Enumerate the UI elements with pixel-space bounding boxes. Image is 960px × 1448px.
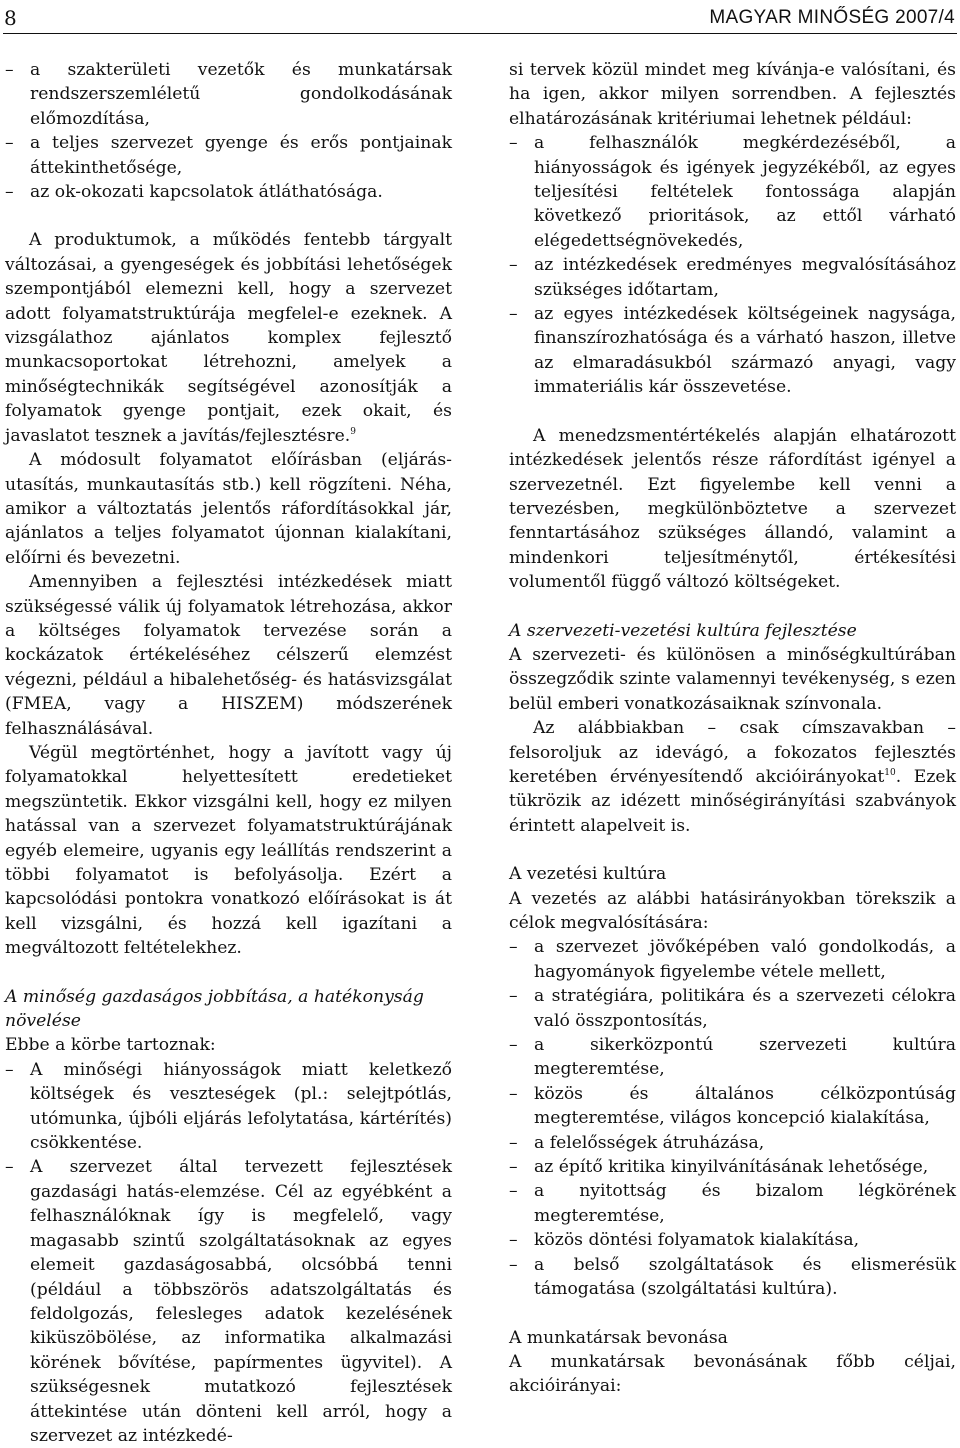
- paragraph: si tervek közül mindet meg kívánja-e valósítani, és ha igen, akkor milyen sorrendben. A fejlesztés elhatározásának kritériumai lehetnek például:: [509, 60, 956, 129]
- paragraph: [509, 716, 956, 838]
- section-heading: A szervezeti-vezetési kultúra fejlesztése: [509, 620, 857, 641]
- list-item: – a teljes szervezet gyenge és erős pontjainak áttekinthetősége,: [5, 131, 452, 180]
- list-item: – az egyes intézkedések költségeinek nagysága, finanszírozhatósága és a várható haszon, illetve az elmaradásukból származó anyagi, vagy immateriális kár összevetése.: [509, 302, 956, 400]
- dash-list: [509, 131, 956, 399]
- paragraph: A munkatársak bevonásának főbb céljai, akcióirányai:: [509, 1351, 956, 1397]
- list-item: – az ok-okozati kapcsolatok átláthatósága.: [5, 180, 452, 204]
- paragraph-text: . Ezek tükrözik az idézett minőségirányítási szabványok érintett alapelveit is.: [509, 766, 956, 836]
- paragraph: Ebbe a körbe tartoznak:: [5, 1035, 216, 1056]
- list-item: – a felhasználók megkérdezéséből, a hiányosságok és igények jegyzékéből, az egyes teljesítési feltételek fontossága alapján következő prioritások, az ettől várható elégedettségnövekedés,: [509, 131, 956, 253]
- right-column: [509, 58, 956, 1399]
- header-rule: [3, 33, 957, 34]
- list-item: – a belső szolgáltatások és elismerésük támogatása (szolgáltatási kultúra).: [509, 1253, 956, 1302]
- list-item: – a szervezet jövőképében való gondolkodás, a hagyományok figyelembe vétele mellett,: [509, 935, 956, 984]
- dash-list: [509, 935, 956, 1301]
- subsection-heading: A munkatársak bevonása: [509, 1327, 728, 1348]
- subsection-heading: A vezetési kultúra: [509, 864, 667, 885]
- page-number: 8: [4, 6, 17, 30]
- paragraph: Végül megtörténhet, hogy a javított vagy új folyamatokkal helyettesített eredetieket megszüntetik. Ekkor vizsgálni kell, hogy ez milyen hatással van a szervezet folyamatstruktúrájának egyéb elemeire, ugyanis egy leállítás rendszerint a többi folyamatot is befolyásolja. Ezért a kapcsolódási pontokra vonatkozó előírásokat is át kell vizsgálni, és hozzá kell igazítani a megváltozott feltételekhez.: [5, 742, 452, 959]
- paragraph-text: A produktumok, a működés fentebb tárgyalt változásai, a gyengeségek és jobbítási lehetőségek szempontjából elemezni kell, hogy a szervezet adott folyamatstruktúrája megfelel-e ezeknek. A vizsgálathoz ajánlatos komplex fejlesztő munkacsoportokat létrehozni, amelyek a minőségtechnikák segítségével azonosítják a folyamatok gyenge pontjait, ezek okait, és javaslatot tesznek a javítás/fejlesztésre.: [5, 230, 452, 446]
- list-item: – a felelősségek átruházása,: [509, 1131, 956, 1155]
- left-column: [5, 58, 452, 1448]
- paragraph: A vezetés az alábbi hatásirányokban törekszik a célok megvalósítására:: [509, 888, 956, 933]
- list-item: – a stratégiára, politikára és a szervezeti célokra való összpontosítás,: [509, 984, 956, 1033]
- list-item: – a sikerközpontú szervezeti kultúra megteremtése,: [509, 1033, 956, 1082]
- list-item: – közös döntési folyamatok kialakítása,: [509, 1228, 956, 1252]
- paragraph: A módosult folyamatot előírásban (eljárás-utasítás, munkautasítás stb.) kell rögzíteni. Néha, amikor a változtatás jelentős ráfordításokkal jár, ajánlatos a teljes folyamatot újonnan kialakítani, előírni és bevezetni.: [5, 450, 452, 568]
- footnote-ref: 9: [350, 426, 356, 437]
- paragraph: Amennyiben a fejlesztési intézkedések miatt szükségessé válik új folyamatok létrehozása, akkor a költséges folyamatok tervezése során a kockázatok értékeléséhez célszerű elemzést végezni, például a hibalehetőség- és hatásvizsgálat (FMEA, vagy a HISZEM) módszerének felhasználásával.: [5, 572, 452, 739]
- paragraph: A menedzsmentértékelés alapján elhatározott intézkedések jelentős része ráfordítást igényel a szervezetnél. Ezt figyelembe kell venni a tervezésben, megkülönböztetve a szervezet fenntartásához szükséges állandó, valamint a mindenkori teljesítménytől, értékesítési volumentől függő változó költségeket.: [509, 425, 956, 593]
- list-item: – közös és általános célközpontúság megteremtése, világos koncepció kialakítása,: [509, 1082, 956, 1131]
- list-item: – az építő kritika kinyilvánításának lehetősége,: [509, 1155, 956, 1179]
- dash-list: [5, 1058, 452, 1448]
- list-item: – a szakterületi vezetők és munkatársak rendszerszemléletű gondolkodásának előmozdítása,: [5, 58, 452, 131]
- dash-list: [5, 58, 452, 204]
- list-item: – az intézkedések eredményes megvalósításához szükséges időtartam,: [509, 253, 956, 302]
- list-item: – A szervezet által tervezett fejlesztések gazdasági hatás-elemzése. Cél az egyébként a felhasználóknak így is megfelelő, vagy magasabb szintű szolgáltatásoknak az egyes elemeit gazdaságosabbá, olcsóbbá tenni (például a többszörös adatszolgáltatás és feldolgozás, felesleges adatok kezelésének kiküszöbölése, az informatika alkalmazási körének bővítése, papírmentes ügyvitel). A szükségesnek mutatkozó fejlesztések áttekintése után dönteni kell arról, hogy a szervezet az intézkedé-: [5, 1155, 452, 1448]
- paragraph-text: Az alábbiakban – csak címszavakban – felsoroljuk az idevágó, a fokozatos fejlesztés keretében érvényesítendő akcióirányokat: [509, 718, 956, 787]
- list-item: – A minőségi hiányosságok miatt keletkező költségek és veszteségek (pl.: selejtpótlás, utómunka, újbóli eljárás lefolytatása, kártérítés) csökkentése.: [5, 1058, 452, 1156]
- journal-header: MAGYAR MINŐSÉG 2007/4: [709, 7, 955, 28]
- section-heading: A minőség gazdaságos jobbítása, a hatékonyság növelése: [5, 986, 424, 1032]
- paragraph: [5, 228, 452, 448]
- list-item: – a nyitottság és bizalom légkörének megteremtése,: [509, 1179, 956, 1228]
- footnote-ref: 10: [884, 767, 896, 778]
- paragraph: A szervezeti- és különösen a minőségkultúrában összegződik szinte valamennyi tevékenység, s ezen belül emberi vonatkozásaiknak színvonala.: [509, 644, 956, 714]
